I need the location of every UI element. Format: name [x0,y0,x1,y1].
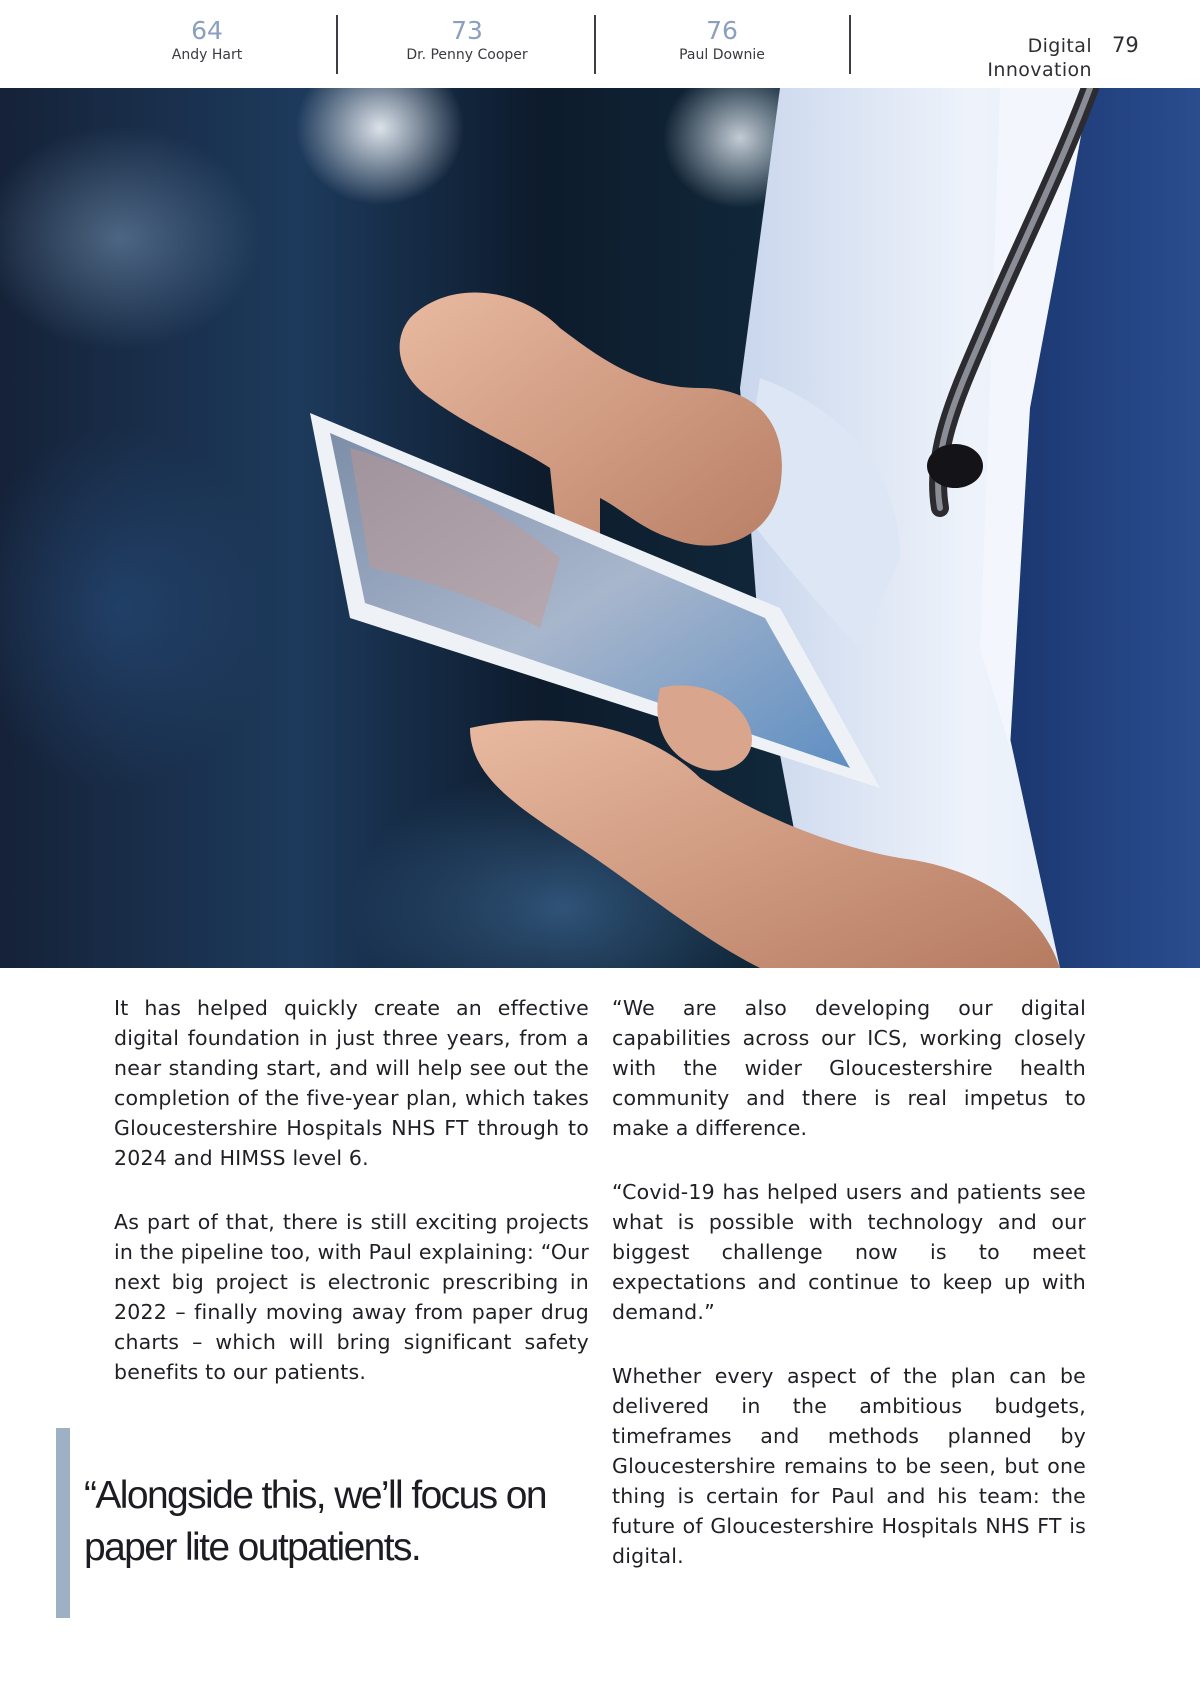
nav-divider [594,15,596,74]
page-number: 79 [1112,33,1139,57]
nav-page-number: 64 [191,16,223,45]
nav-page-number: 76 [706,16,738,45]
paragraph: It has helped quickly create an effective digital foundation in just three years, from a near standing start, and will help see out the completion of the five-year plan, which takes Gloucestershire Hospitals NHS FT through to 2024 and HIMSS level 6. [114,996,589,1170]
hero-image [0,88,1200,968]
nav-divider [849,15,851,74]
article-column-right [612,993,1086,1605]
page-header [0,0,1200,88]
paragraph: “We are also developing our digital capabilities across our ICS, working closely with the wider Gloucestershire health community and there is real impetus to make a difference. [612,996,1086,1140]
doctor-tablet-illustration [0,88,1200,968]
nav-person-name: Paul Downie [679,47,765,63]
paragraph: Whether every aspect of the plan can be delivered in the ambitious budgets, timeframes and methods planned by Gloucestershire remains to be seen, but one thing is certain for Paul and his team: the future of Gloucestershire Hospitals NHS FT is digital. [612,1364,1086,1568]
nav-link-andy-hart[interactable] [112,16,302,76]
nav-page-number: 73 [451,16,483,45]
nav-divider [336,15,338,74]
section-title: Digital Innovation [987,35,1092,81]
article-column-left [114,993,589,1421]
nav-link-penny-cooper[interactable] [367,16,567,76]
paragraph: As part of that, there is still exciting projects in the pipeline too, with Paul explaining: “Our next big project is electronic prescribing in 2022 – finally moving away from paper drug charts – which will bring significant safety benefits to our patients. [114,1210,589,1384]
nav-link-paul-downie[interactable] [627,16,817,76]
paragraph: “Covid-19 has helped users and patients see what is possible with technology and our biggest challenge now is to meet expectations and continue to keep up with demand.” [612,1180,1086,1324]
pull-quote: “Alongside this, we’ll focus on paper lite outpatients. [84,1474,546,1569]
nav-person-name: Dr. Penny Cooper [406,47,528,63]
pull-quote-bar [56,1428,70,1618]
nav-person-name: Andy Hart [171,47,243,63]
